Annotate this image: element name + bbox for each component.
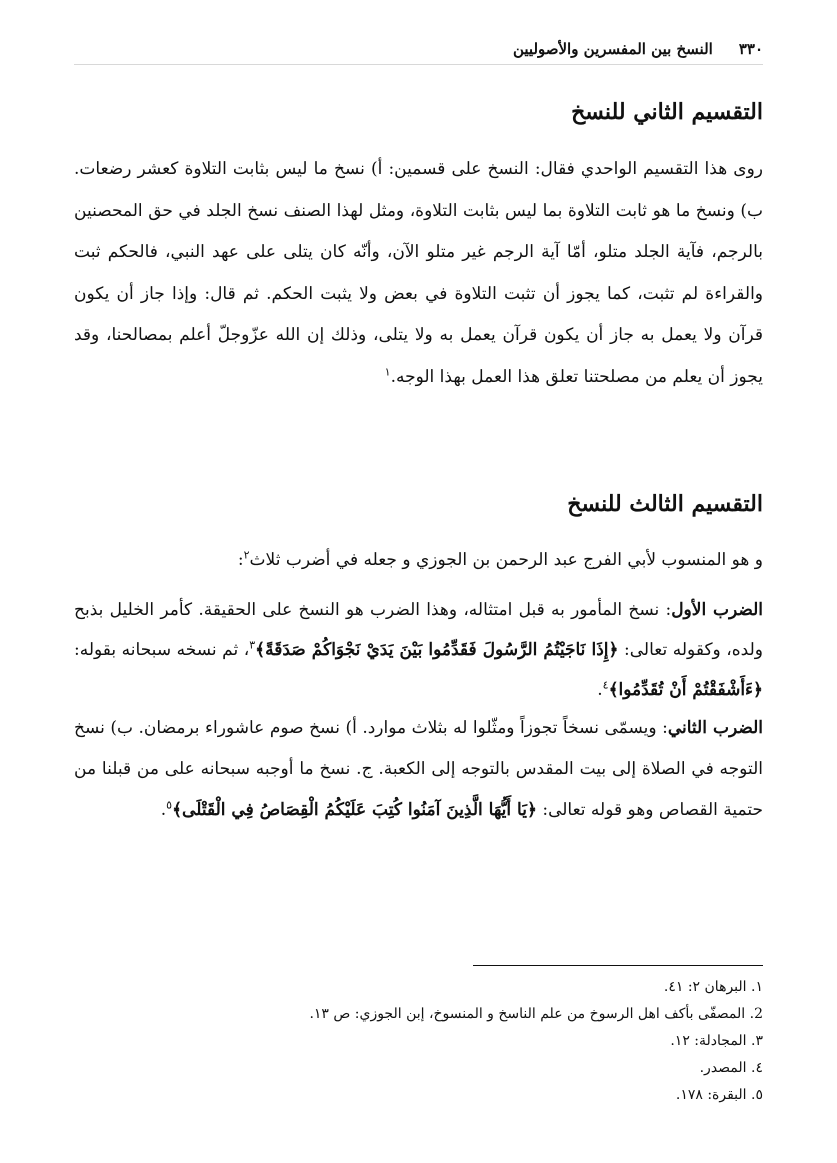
- second-type-text: : ويسمّى نسخاً تجوزاً ومثّلوا له بثلاث موارد. أ) نسخ صوم عاشوراء برمضان. ب) نسخ التوجه في الصلاة إلى بيت المقدس بالتوجه إلى الكعبة. ج. نسخ ما أوجبه سبحانه على من قبلنا من حتمية القصاص وهو قوله تعالى:: [74, 718, 763, 820]
- first-type-text-b: ، ثم نسخه سبحانه بقوله:: [74, 640, 250, 660]
- second-type-paragraph: [74, 708, 763, 831]
- page-number: ٣٣٠: [738, 40, 763, 58]
- footnote-item: ٣. المجادلة: ١٢.: [670, 1033, 763, 1049]
- footnote-marker: ٥: [166, 798, 173, 812]
- quran-verse-qisas: ﴿يَا أَيُّهَا الَّذِينَ آمَنُوا كُتِبَ عَلَيْكُمُ الْقِصَاصُ فِي الْقَتْلَى﴾: [172, 800, 537, 820]
- section-title-third-division: التقسيم الثالث للنسخ: [567, 491, 763, 517]
- running-title: النسخ بين المفسرين والأصوليين: [512, 40, 713, 58]
- footnote-item: ٤. المصدر.: [699, 1060, 763, 1076]
- second-type-lead: الضرب الثاني: [667, 718, 763, 738]
- footnote-marker: ١: [384, 364, 391, 378]
- intro-text: و هو المنسوب لأبي الفرج عبد الرحمن بن الجوزي و جعله في أضرب ثلاث: [249, 550, 763, 570]
- section-third-division-intro: [74, 540, 763, 580]
- footnote-item: ٥. البقرة: ١٧٨.: [675, 1087, 763, 1103]
- footnote-marker: ٤: [602, 678, 609, 692]
- footnote-marker: ٢: [243, 548, 250, 562]
- first-type-text-a: : نسخ المأمور به قبل امتثاله، وهذا الضرب هو النسخ على الحقيقة. كأمر الخليل بذبح ولده، وكقوله تعالى:: [74, 600, 763, 660]
- footnotes-list: [74, 974, 763, 1109]
- intro-colon: :: [237, 550, 244, 570]
- running-header: [74, 34, 763, 65]
- section-second-division-body: [74, 149, 763, 398]
- first-type-paragraph: [74, 590, 763, 710]
- first-type-end: .: [597, 680, 603, 700]
- footnote-marker: ٣: [249, 638, 256, 652]
- footnote-divider: [473, 965, 763, 966]
- quran-verse-mujadila: ﴿إِذَا نَاجَيْتُمُ الرَّسُولَ فَقَدِّمُوا بَيْنَ يَدَيْ نَجْوَاكُمْ صَدَقَةً﴾: [255, 640, 619, 660]
- second-type-end: .: [160, 800, 167, 820]
- first-type-lead: الضرب الأول: [671, 600, 763, 620]
- footnote-item: ١. البرهان ٢: ٤١.: [663, 979, 763, 995]
- body-text: روى هذا التقسيم الواحدي فقال: النسخ على قسمين: أ) نسخ ما ليس بثابت التلاوة كعشر رضعات. ب) ونسخ ما هو ثابت التلاوة بما ليس بثابت التلاوة، ومثل لهذا الصنف نسخ الجلد في حق المحصنين بالرجم، فآية الجلد متلو، أمّا آية الرجم غير متلو الآن، وأنّه كان يتلى على عهد النبي، فالحكم ثبت والقراءة لم تثبت، كما يجوز أن تثبت التلاوة في بعض ولا يثبت الحكم. ثم قال: وإذا جاز أن يكون قرآن ولا يعمل به جاز أن يكون قرآن يعمل به ولا يتلى، وذلك إن الله عزّوجلّ أعلم بمصالحنا، وقد يجوز أن يعلم من مصلحتنا تعلق هذا العمل بهذا الوجه.: [74, 159, 763, 387]
- quran-verse-ashfaqtum: ﴿ءَأَشْفَقْتُمْ أَنْ تُقَدِّمُوا﴾: [608, 680, 763, 700]
- footnote-item: 2. المصفّى بأكف اهل الرسوخ من علم الناسخ و المنسوخ، إبن الجوزي: ص ١٣.: [309, 1006, 763, 1022]
- section-title-second-division: التقسيم الثاني للنسخ: [571, 99, 763, 125]
